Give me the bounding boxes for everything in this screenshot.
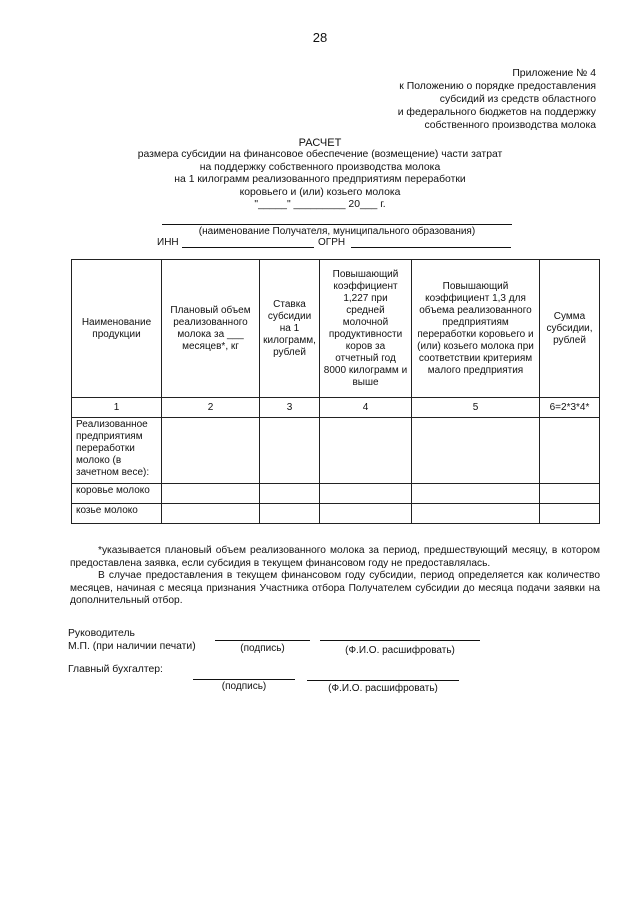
table-cell[interactable] (260, 484, 320, 504)
annex-line: собственного производства молока (424, 120, 596, 131)
title-line: на 1 килограмм реализованного предприятиям переработки (174, 174, 466, 186)
row-label: коровье молоко (72, 484, 162, 504)
name-caption: (Ф.И.О. расшифровать) (328, 683, 438, 694)
table-header-row (72, 260, 600, 398)
name-caption: (Ф.И.О. расшифровать) (345, 645, 455, 656)
recipient-name-line[interactable] (162, 224, 512, 225)
head-signature-field[interactable] (215, 640, 310, 641)
header-cell: Сумма субсидии, рублей (540, 260, 600, 398)
table-cell[interactable] (412, 418, 540, 484)
subsidy-table (71, 259, 600, 524)
accountant-signature-field[interactable] (193, 679, 295, 680)
table-cell[interactable] (412, 484, 540, 504)
table-number-row (72, 398, 600, 418)
ogrn-label: ОГРН (318, 237, 346, 248)
title-heading: РАСЧЕТ (298, 137, 342, 149)
column-number: 1 (72, 398, 162, 418)
inn-label: ИНН (157, 237, 179, 248)
title-line: на поддержку собственного производства молока (199, 161, 441, 173)
head-name-field[interactable] (320, 640, 480, 641)
header-cell: Повышающий коэффициент 1,227 при средней молочной продуктивности коров за отчетный год 8000 килограмм и выше (320, 260, 412, 398)
table-row (72, 504, 600, 524)
table-cell[interactable] (540, 418, 600, 484)
table-row (72, 418, 600, 484)
signature-caption: (подпись) (221, 681, 267, 692)
header-cell: Ставка субсидии на 1 килограмм, рублей (260, 260, 320, 398)
inn-field[interactable] (182, 247, 314, 248)
header-cell: Плановый объем реализованного молока за ___ месяцев*, кг (162, 260, 260, 398)
row-label: козье молоко (72, 504, 162, 524)
date-line: "_____" _________ 20___ г. (254, 199, 386, 211)
table-row (72, 484, 600, 504)
title-line: коровьего и (или) козьего молока (239, 186, 401, 198)
row-label: Реализованное предприятиям переработки молоко (в зачетном весе): (72, 418, 162, 484)
annex-line: и федерального бюджетов на поддержку (397, 107, 596, 118)
document-title (120, 137, 520, 211)
column-number: 2 (162, 398, 260, 418)
accountant-label: Главный бухгалтер: (68, 664, 163, 675)
footnote-paragraph: В случае предоставления в текущем финансовом году субсидии, период определяется как количество месяцев, начиная с месяца признания Участника отбора Получателем субсидии до месяца подачи заявки на дополнительный отбор. (70, 570, 600, 607)
signature-caption: (подпись) (240, 643, 285, 654)
table-cell[interactable] (320, 484, 412, 504)
title-line: размера субсидии на финансовое обеспечение (возмещение) части затрат (137, 149, 503, 161)
table-cell[interactable] (162, 418, 260, 484)
column-number: 3 (260, 398, 320, 418)
annex-line: к Положению о порядке предоставления (399, 81, 596, 92)
table-cell[interactable] (260, 504, 320, 524)
table-cell[interactable] (320, 504, 412, 524)
header-cell: Повышающий коэффициент 1,3 для объема реализованного предприятиям переработки коровьего и (или) козьего молока при соответствии критериям малого предприятия (412, 260, 540, 398)
annex-line: субсидий из средств областного (439, 94, 596, 105)
annex-header (276, 67, 596, 132)
table-cell[interactable] (540, 484, 600, 504)
column-number: 5 (412, 398, 540, 418)
table-cell[interactable] (260, 418, 320, 484)
table-cell[interactable] (162, 504, 260, 524)
head-label: Руководитель (68, 628, 135, 639)
footnote-paragraph: *указывается плановый объем реализованного молока за период, предшествующий месяцу, в котором предоставлена заявка, если субсидия в текущем финансовом году не предоставлялась. (70, 545, 600, 569)
stamp-label: М.П. (при наличии печати) (68, 641, 196, 652)
footnote (70, 545, 600, 608)
table-cell[interactable] (412, 504, 540, 524)
table-cell[interactable] (540, 504, 600, 524)
accountant-name-field[interactable] (307, 680, 459, 681)
page-number: 28 (312, 30, 328, 45)
column-number: 6=2*3*4* (540, 398, 600, 418)
recipient-caption: (наименование Получателя, муниципального образования) (198, 226, 476, 237)
ogrn-field[interactable] (351, 247, 511, 248)
annex-line: Приложение № 4 (512, 68, 596, 79)
header-cell: Наименование продукции (72, 260, 162, 398)
column-number: 4 (320, 398, 412, 418)
table-cell[interactable] (320, 418, 412, 484)
table-cell[interactable] (162, 484, 260, 504)
